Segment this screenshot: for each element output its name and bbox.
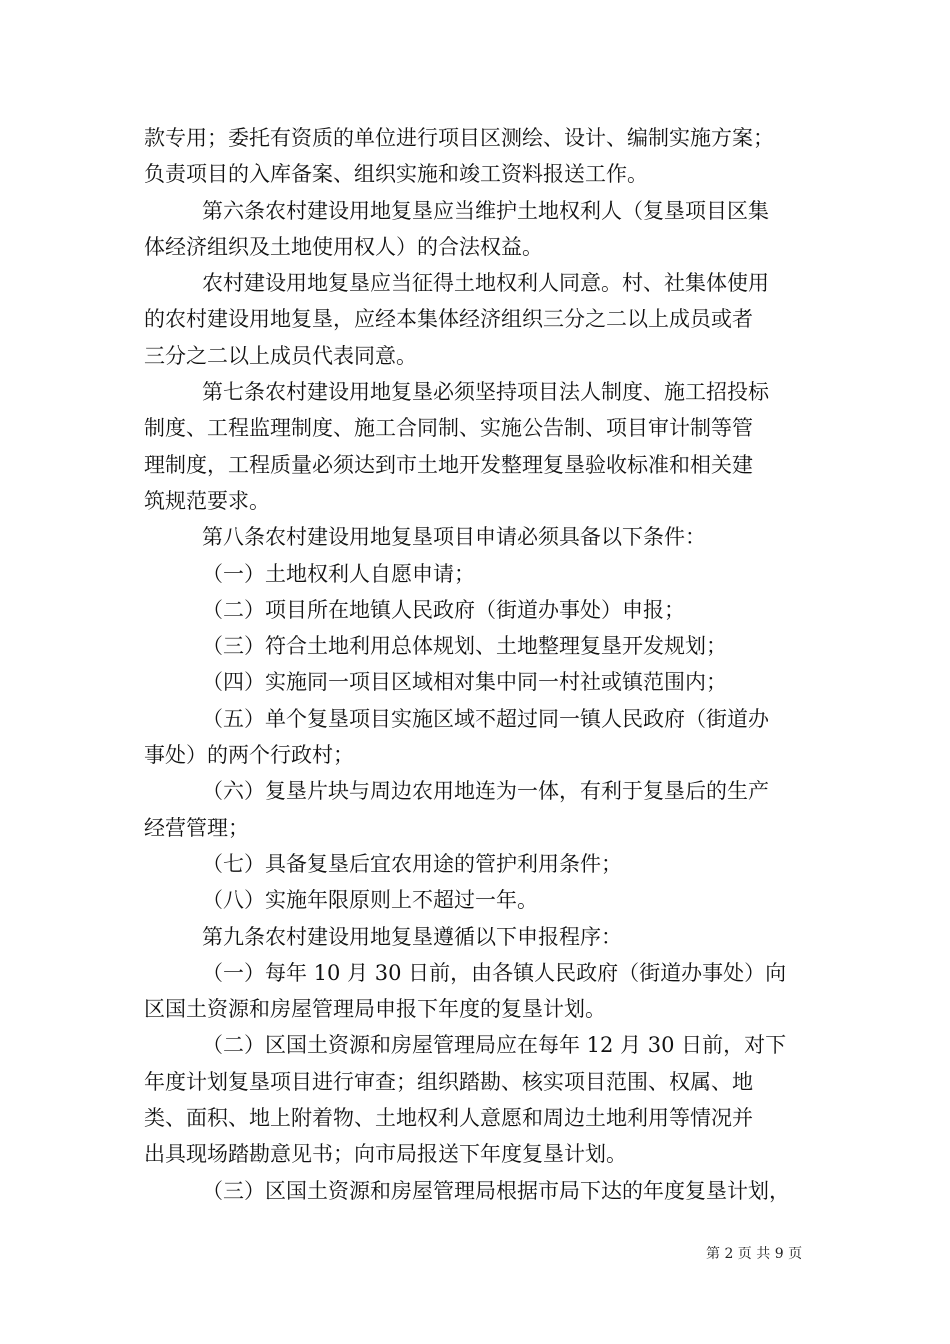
text-line: 筑规范要求。 <box>144 488 270 513</box>
text-line: 的农村建设用地复垦，应经本集体经济组织三分之二以上成员或者 <box>144 307 753 332</box>
text-line: 制度、工程监理制度、施工合同制、实施公告制、项目审计制等管 <box>144 416 753 441</box>
text-line: 三分之二以上成员代表同意。 <box>144 343 417 368</box>
text-line: （二）项目所在地镇人民政府（街道办事处）申报； <box>202 597 685 622</box>
page-number: 第 2 页 共 9 页 <box>706 1246 803 1262</box>
text-line: （一）每年 10 月 30 日前，由各镇人民政府（街道办事处）向 <box>202 960 787 985</box>
text-line: （七）具备复垦后宜农用途的管护利用条件； <box>202 851 622 876</box>
text-line: （六）复垦片块与周边农用地连为一体，有利于复垦后的生产 <box>202 779 769 804</box>
text-line: 负责项目的入库备案、组织实施和竣工资料报送工作。 <box>144 162 648 187</box>
text-line: （四）实施同一项目区域相对集中同一村社或镇范围内； <box>202 670 727 695</box>
text-line: 农村建设用地复垦应当征得土地权利人同意。村、社集体使用 <box>202 271 769 296</box>
text-line: 出具现场踏勘意见书；向市局报送下年度复垦计划。 <box>144 1142 627 1167</box>
text-line: 款专用；委托有资质的单位进行项目区测绘、设计、编制实施方案； <box>144 126 774 150</box>
text-line: 理制度，工程质量必须达到市土地开发整理复垦验收标准和相关建 <box>144 452 753 477</box>
text-line: 第六条农村建设用地复垦应当维护土地权利人（复垦项目区集 <box>202 198 769 223</box>
text-line: 区国土资源和房屋管理局申报下年度的复垦计划。 <box>144 997 606 1022</box>
text-line: 体经济组织及土地使用权人）的合法权益。 <box>144 234 543 259</box>
text-line: 第九条农村建设用地复垦遵循以下申报程序： <box>202 924 622 949</box>
text-line: （三）符合土地利用总体规划、土地整理复垦开发规划； <box>202 634 727 659</box>
text-line: （三）区国土资源和房屋管理局根据市局下达的年度复垦计划， <box>202 1178 790 1203</box>
text-line: 年度计划复垦项目进行审查；组织踏勘、核实项目范围、权属、地 <box>144 1069 753 1094</box>
text-line: （二）区国土资源和房屋管理局应在每年 12 月 30 日前，对下 <box>202 1033 787 1058</box>
text-line: 事处）的两个行政村； <box>144 743 354 768</box>
text-line: （一）土地权利人自愿申请； <box>202 561 475 586</box>
text-line: 第八条农村建设用地复垦项目申请必须具备以下条件： <box>202 525 706 550</box>
text-line: 第七条农村建设用地复垦必须坚持项目法人制度、施工招投标 <box>202 380 769 405</box>
text-line: 类、面积、地上附着物、土地权利人意愿和周边土地利用等情况并 <box>144 1106 753 1131</box>
document-body <box>144 120 814 1209</box>
text-line: 经营管理； <box>144 815 249 840</box>
text-line: （五）单个复垦项目实施区域不超过同一镇人民政府（街道办 <box>202 706 769 731</box>
text-line: （八）实施年限原则上不超过一年。 <box>202 888 538 913</box>
